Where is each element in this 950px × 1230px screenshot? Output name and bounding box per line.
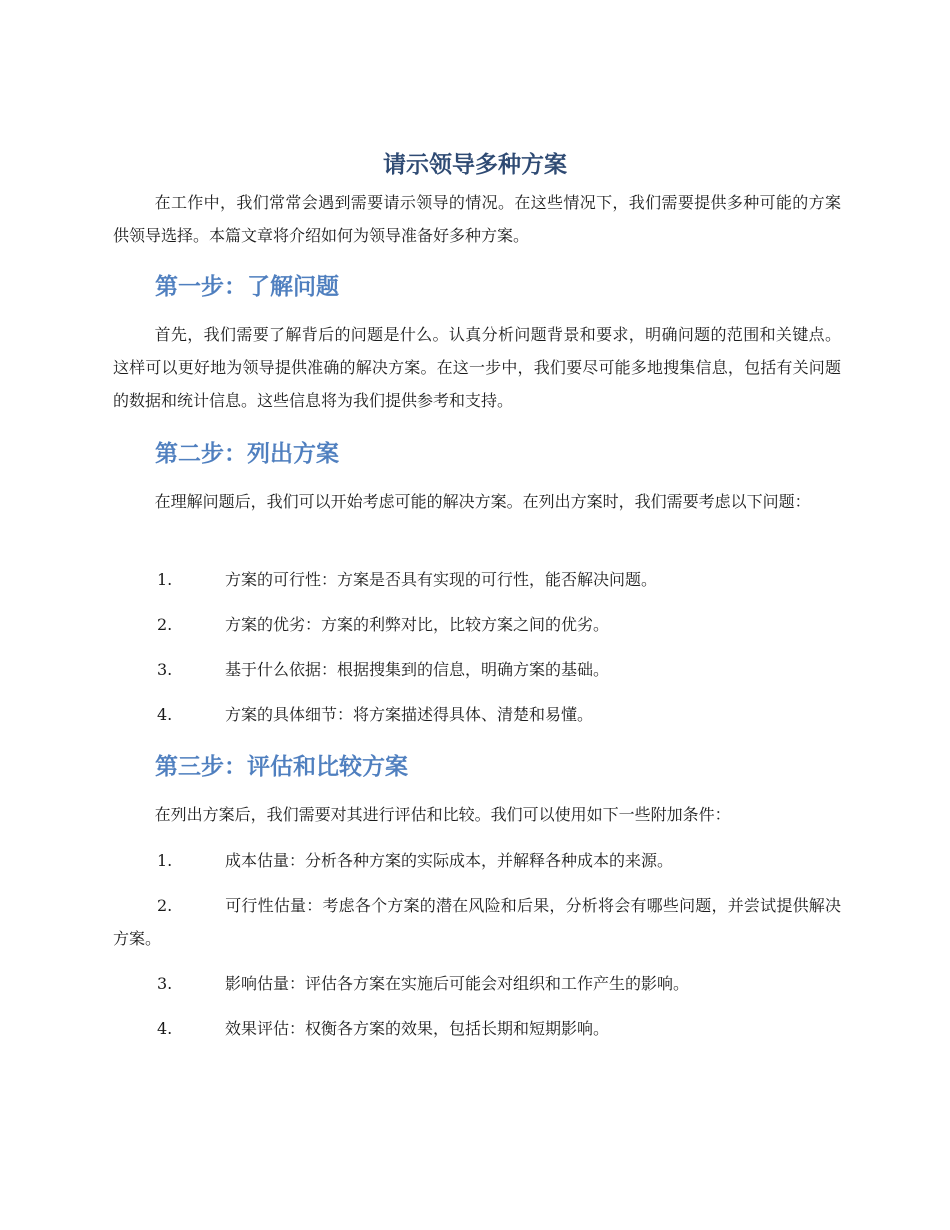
list-item-text: 可行性估量：考虑各个方案的潜在风险和后果，分析将会有哪些问题，并尝试提供解决方案。 bbox=[113, 896, 841, 948]
step1-paragraph: 首先，我们需要了解背后的问题是什么。认真分析问题背景和要求，明确问题的范围和关键点。这样可以更好地为领导提供准确的解决方案。在这一步中，我们要尽可能多地搜集信息，包括有关问题的数据和统计信息。这些信息将为我们提供参考和支持。 bbox=[113, 325, 841, 410]
list-item-number: 3. bbox=[157, 660, 173, 679]
list-item-text: 基于什么依据：根据搜集到的信息，明确方案的基础。 bbox=[225, 660, 610, 679]
list-item bbox=[113, 653, 841, 686]
list-item bbox=[113, 563, 841, 596]
list-item-number: 4. bbox=[157, 705, 173, 724]
step3-heading: 第三步：评估和比较方案 bbox=[155, 754, 408, 780]
list-item-text: 方案的可行性：方案是否具有实现的可行性，能否解决问题。 bbox=[225, 570, 658, 589]
list-item-number: 2. bbox=[157, 615, 173, 634]
list-item-number: 1. bbox=[157, 570, 173, 589]
list-item-text: 方案的具体细节：将方案描述得具体、清楚和易懂。 bbox=[225, 705, 594, 724]
list-item bbox=[113, 1012, 841, 1045]
list-item bbox=[113, 967, 841, 1000]
list-item-number: 4. bbox=[157, 1019, 173, 1038]
list-item bbox=[113, 608, 841, 641]
step2-heading: 第二步：列出方案 bbox=[155, 441, 339, 467]
list-item bbox=[113, 698, 841, 731]
intro-paragraph: 在工作中，我们常常会遇到需要请示领导的情况。在这些情况下，我们需要提供多种可能的方案供领导选择。本篇文章将介绍如何为领导准备好多种方案。 bbox=[113, 193, 841, 245]
list-item-number: 2. bbox=[157, 896, 173, 915]
list-item-text: 方案的优劣：方案的利弊对比，比较方案之间的优劣。 bbox=[225, 615, 610, 634]
step3-paragraph: 在列出方案后，我们需要对其进行评估和比较。我们可以使用如下一些附加条件： bbox=[154, 805, 731, 824]
list-item-text: 成本估量：分析各种方案的实际成本，并解释各种成本的来源。 bbox=[225, 851, 674, 870]
document-title: 请示领导多种方案 bbox=[383, 152, 567, 178]
list-item-number: 1. bbox=[157, 851, 173, 870]
list-item bbox=[113, 889, 841, 955]
list-item-text: 影响估量：评估各方案在实施后可能会对组织和工作产生的影响。 bbox=[225, 974, 690, 993]
step2-paragraph: 在理解问题后，我们可以开始考虑可能的解决方案。在列出方案时，我们需要考虑以下问题： bbox=[154, 492, 811, 511]
step1-heading: 第一步：了解问题 bbox=[155, 274, 339, 300]
list-item-text: 效果评估：权衡各方案的效果，包括长期和短期影响。 bbox=[225, 1019, 610, 1038]
list-item-number: 3. bbox=[157, 974, 173, 993]
list-item bbox=[113, 844, 841, 877]
